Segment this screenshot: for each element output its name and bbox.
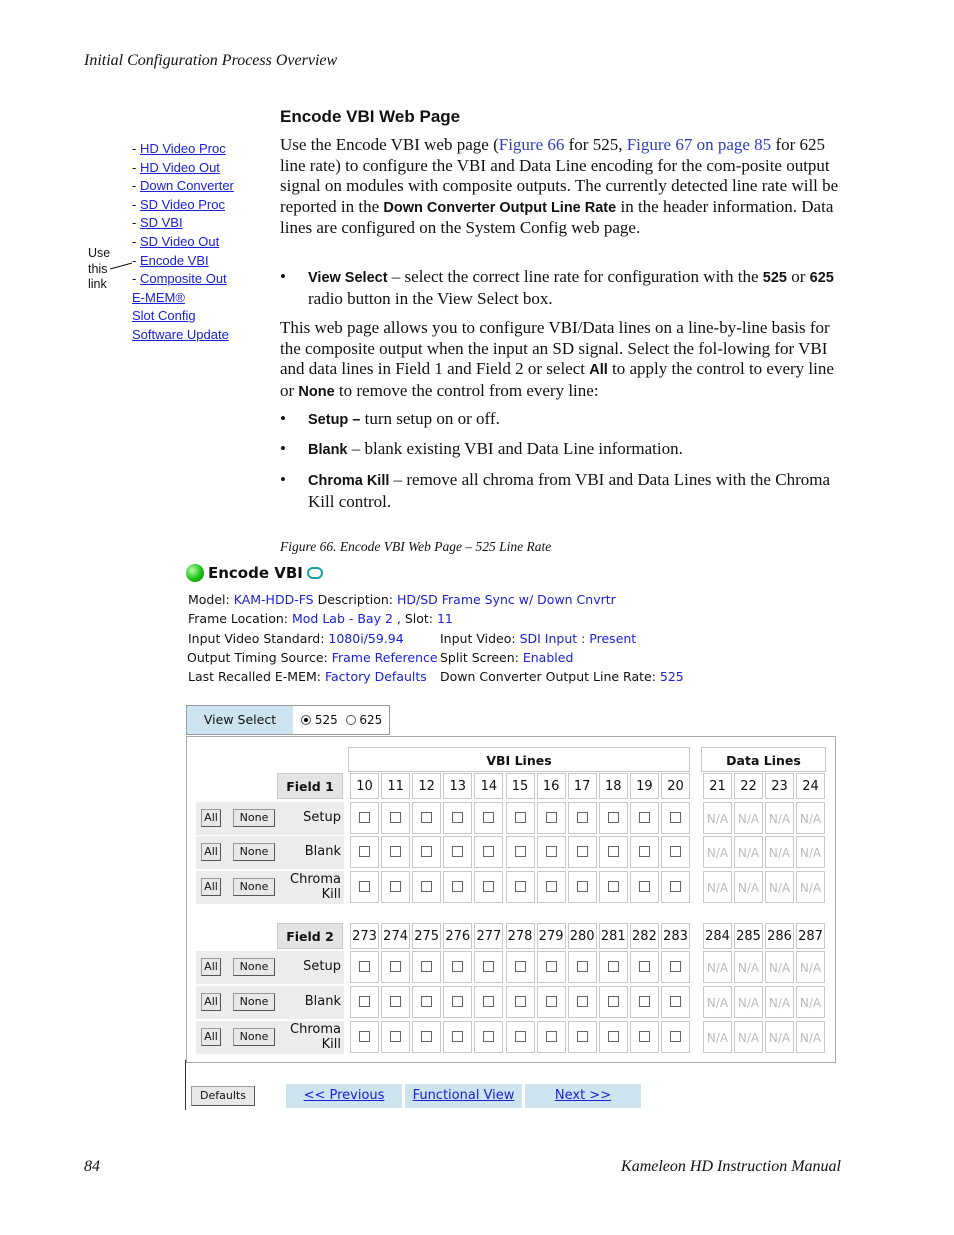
line-checkbox[interactable]	[515, 881, 526, 892]
nav-item	[132, 196, 234, 215]
line-checkbox-cell	[599, 986, 628, 1018]
nav-item	[132, 307, 234, 326]
line-checkbox[interactable]	[639, 996, 650, 1007]
line-checkbox[interactable]	[421, 881, 432, 892]
line-checkbox-cell	[443, 802, 472, 834]
none-button[interactable]: None	[233, 993, 275, 1011]
line-checkbox-cell	[381, 951, 410, 983]
line-checkbox[interactable]	[608, 846, 619, 857]
pointer-line	[110, 260, 134, 272]
line-checkbox[interactable]	[546, 1031, 557, 1042]
none-button[interactable]: None	[233, 1028, 275, 1046]
nav-link[interactable]: Down Converter	[139, 178, 234, 194]
panel-line-ivs: Input Video Standard: 1080i/59.94	[188, 631, 404, 646]
line-checkbox[interactable]	[359, 881, 370, 892]
line-checkbox-cell	[568, 951, 597, 983]
row-label-chroma-kill: Chroma Kill	[290, 1022, 341, 1052]
line-checkbox[interactable]	[421, 846, 432, 857]
all-button[interactable]: All	[201, 843, 221, 861]
nav-item-prefix: -	[132, 196, 140, 212]
line-number: 15	[506, 773, 535, 799]
line-checkbox-cell	[474, 986, 503, 1018]
manual-title: Kameleon HD Instruction Manual	[621, 1158, 841, 1175]
panel-line-emem: Last Recalled E-MEM: Factory Defaults	[188, 669, 427, 684]
na-cell: N/A	[703, 1021, 732, 1053]
line-checkbox[interactable]	[608, 1031, 619, 1042]
line-number: 280	[568, 923, 597, 949]
na-cell: N/A	[703, 951, 732, 983]
figure-66-link[interactable]: Figure 66	[498, 135, 565, 154]
line-number: 10	[350, 773, 379, 799]
vbi-grid-panel	[186, 736, 836, 1063]
nav-link[interactable]: SD Video Proc	[139, 196, 225, 212]
line-checkbox-cell	[474, 836, 503, 868]
line-number: 14	[474, 773, 503, 799]
line-number: 276	[443, 923, 472, 949]
line-checkbox-cell	[599, 1021, 628, 1053]
line-checkbox[interactable]	[483, 961, 494, 972]
line-checkbox-cell	[350, 871, 379, 903]
line-checkbox-cell	[350, 951, 379, 983]
line-checkbox-cell	[412, 836, 441, 868]
bullet-chroma-kill: • Chroma Kill – remove all chroma from VBI and Data Lines with the Chroma Kill control.	[280, 470, 830, 511]
panel-line-location: Frame Location: Mod Lab - Bay 2 , Slot: 11	[188, 611, 453, 626]
web-page-nav	[132, 140, 234, 345]
line-checkbox-cell	[381, 836, 410, 868]
line-checkbox-cell	[661, 986, 690, 1018]
line-checkbox-cell	[506, 1021, 535, 1053]
bullet-view-select: • View Select – select the correct line rate for configuration with the 525 or 625 radio button in the View Select box.	[280, 267, 834, 308]
na-cell: N/A	[734, 802, 763, 834]
nav-item	[132, 140, 234, 159]
line-checkbox-cell	[412, 802, 441, 834]
line-checkbox-cell	[381, 986, 410, 1018]
line-checkbox[interactable]	[390, 812, 401, 823]
line-number: 17	[568, 773, 597, 799]
line-checkbox-cell	[630, 1021, 659, 1053]
running-header: Initial Configuration Process Overview	[84, 52, 338, 69]
line-checkbox[interactable]	[546, 846, 557, 857]
line-checkbox[interactable]	[515, 996, 526, 1007]
line-checkbox[interactable]	[483, 881, 494, 892]
nav-item	[132, 326, 234, 345]
line-checkbox-cell	[381, 802, 410, 834]
nav-item	[132, 177, 234, 196]
line-checkbox[interactable]	[670, 961, 681, 972]
line-checkbox[interactable]	[639, 846, 650, 857]
none-button[interactable]: None	[233, 843, 275, 861]
line-checkbox-cell	[506, 871, 535, 903]
na-cell: N/A	[703, 802, 732, 834]
view-select-box	[186, 705, 390, 735]
line-checkbox-cell	[506, 986, 535, 1018]
intro-paragraph: Use the Encode VBI web page (Figure 66 for 525, Figure 67 on page 85 for 625 line rate) to configure the VBI and Data Line encoding for the com-posite output signal on modules with composite outputs. The currently detected line rate will be reported in the Down Converter Output Line Rate in the header information. Data lines are configured on the System Config web page.	[280, 135, 839, 237]
line-checkbox-cell	[568, 836, 597, 868]
line-checkbox-cell	[412, 871, 441, 903]
panel-border	[185, 1060, 186, 1110]
line-checkbox[interactable]	[452, 996, 463, 1007]
line-checkbox[interactable]	[421, 812, 432, 823]
line-checkbox[interactable]	[359, 812, 370, 823]
line-checkbox[interactable]	[390, 1031, 401, 1042]
nav-link[interactable]: SD VBI	[139, 215, 183, 231]
panel-line-ots: Output Timing Source: Frame Reference	[187, 650, 438, 665]
line-checkbox-cell	[381, 1021, 410, 1053]
nav-item-prefix: -	[132, 215, 140, 231]
nav-item	[132, 252, 234, 271]
line-number: 279	[537, 923, 566, 949]
nav-link[interactable]: Encode VBI	[139, 252, 209, 268]
line-number: 13	[443, 773, 472, 799]
previous-button[interactable]: << Previous	[286, 1084, 402, 1108]
line-checkbox-cell	[661, 871, 690, 903]
line-checkbox[interactable]	[483, 812, 494, 823]
line-checkbox-cell	[443, 836, 472, 868]
line-number: 282	[630, 923, 659, 949]
nav-item	[132, 233, 234, 252]
line-number: 16	[537, 773, 566, 799]
defaults-button[interactable]: Defaults	[191, 1086, 255, 1106]
data-line-number: 286	[765, 923, 794, 949]
line-checkbox[interactable]	[577, 812, 588, 823]
line-checkbox[interactable]	[577, 881, 588, 892]
line-checkbox[interactable]	[359, 961, 370, 972]
line-checkbox[interactable]	[670, 996, 681, 1007]
line-checkbox-cell	[350, 836, 379, 868]
line-checkbox[interactable]	[608, 881, 619, 892]
line-checkbox-cell	[599, 802, 628, 834]
nav-item	[132, 214, 234, 233]
body-paragraph: This web page allows you to configure VBI/Data lines on a line-by-line basis for the composite output when the input an SD signal. Select the fol-lowing for VBI and data lines in Field 1 and Field 2 or select All to apply the control to every line or None to remove the control from every line:	[280, 318, 834, 400]
na-cell: N/A	[734, 871, 763, 903]
vbi-lines-header: VBI Lines	[348, 747, 690, 772]
line-checkbox[interactable]	[390, 846, 401, 857]
line-checkbox-cell	[568, 1021, 597, 1053]
data-lines-header: Data Lines	[701, 747, 826, 772]
line-number: 20	[661, 773, 690, 799]
line-checkbox-cell	[381, 871, 410, 903]
na-cell: N/A	[703, 871, 732, 903]
line-number: 281	[599, 923, 628, 949]
line-checkbox-cell	[474, 951, 503, 983]
nav-item	[132, 289, 234, 308]
line-checkbox-cell	[443, 951, 472, 983]
nav-item	[132, 159, 234, 178]
all-button[interactable]: All	[201, 878, 221, 896]
panel-title-row	[186, 564, 323, 582]
line-number: 12	[412, 773, 441, 799]
line-checkbox-cell	[630, 802, 659, 834]
radio-625[interactable]	[346, 715, 356, 725]
line-checkbox[interactable]	[670, 812, 681, 823]
row-label: Blank	[304, 844, 341, 859]
nav-item	[132, 270, 234, 289]
line-checkbox-cell	[350, 986, 379, 1018]
line-checkbox-cell	[412, 986, 441, 1018]
nav-link[interactable]: E-MEM®	[132, 289, 185, 305]
line-checkbox-cell	[568, 871, 597, 903]
line-checkbox-cell	[630, 986, 659, 1018]
line-checkbox-cell	[630, 871, 659, 903]
line-checkbox-cell	[443, 1021, 472, 1053]
line-checkbox[interactable]	[359, 1031, 370, 1042]
na-cell: N/A	[796, 986, 825, 1018]
line-checkbox-cell	[630, 951, 659, 983]
na-cell: N/A	[765, 871, 794, 903]
all-button[interactable]: All	[201, 958, 221, 976]
line-checkbox-cell	[443, 986, 472, 1018]
line-checkbox[interactable]	[452, 881, 463, 892]
nav-link[interactable]: Slot Config	[132, 308, 196, 324]
na-cell: N/A	[765, 1021, 794, 1053]
line-checkbox[interactable]	[639, 812, 650, 823]
na-cell: N/A	[703, 836, 732, 868]
line-checkbox-cell	[568, 802, 597, 834]
line-checkbox[interactable]	[546, 961, 557, 972]
line-checkbox[interactable]	[390, 996, 401, 1007]
all-button[interactable]: All	[201, 993, 221, 1011]
line-checkbox-cell	[474, 802, 503, 834]
na-cell: N/A	[734, 836, 763, 868]
panel-line-dcr: Down Converter Output Line Rate: 525	[440, 669, 684, 684]
none-button[interactable]: None	[233, 958, 275, 976]
line-checkbox-cell	[599, 951, 628, 983]
line-number: 283	[661, 923, 690, 949]
line-checkbox-cell	[506, 951, 535, 983]
line-checkbox[interactable]	[515, 961, 526, 972]
line-checkbox-cell	[506, 802, 535, 834]
row-label: Setup	[303, 959, 341, 974]
line-checkbox-cell	[350, 1021, 379, 1053]
line-number: 275	[412, 923, 441, 949]
line-checkbox[interactable]	[421, 961, 432, 972]
line-number: 277	[474, 923, 503, 949]
line-checkbox[interactable]	[546, 812, 557, 823]
line-checkbox-cell	[350, 802, 379, 834]
line-checkbox[interactable]	[577, 961, 588, 972]
line-checkbox-cell	[537, 802, 566, 834]
line-checkbox-cell	[537, 836, 566, 868]
nav-item-prefix: -	[132, 159, 140, 175]
na-cell: N/A	[796, 836, 825, 868]
line-number: 19	[630, 773, 659, 799]
panel-line-ss: Split Screen: Enabled	[440, 650, 574, 665]
data-line-number: 284	[703, 923, 732, 949]
panel-line-model: Model: KAM-HDD-FS Description: HD/SD Frame Sync w/ Down Cnvrtr	[188, 592, 616, 607]
line-checkbox[interactable]	[670, 1031, 681, 1042]
line-checkbox[interactable]	[483, 1031, 494, 1042]
line-checkbox-cell	[443, 871, 472, 903]
section-title: Encode VBI Web Page	[280, 107, 461, 126]
line-checkbox[interactable]	[390, 881, 401, 892]
panel-line-iv: Input Video: SDI Input : Present	[440, 631, 637, 646]
line-checkbox[interactable]	[608, 961, 619, 972]
na-cell: N/A	[796, 951, 825, 983]
line-checkbox[interactable]	[639, 881, 650, 892]
line-checkbox-cell	[506, 836, 535, 868]
na-cell: N/A	[796, 1021, 825, 1053]
data-line-number: 24	[796, 773, 825, 799]
nav-link[interactable]: Composite Out	[139, 271, 227, 287]
line-checkbox-cell	[661, 951, 690, 983]
nav-item-prefix: -	[132, 252, 140, 268]
next-button[interactable]: Next >>	[525, 1084, 641, 1108]
line-checkbox[interactable]	[390, 961, 401, 972]
line-checkbox[interactable]	[670, 881, 681, 892]
nav-link[interactable]: SD Video Out	[139, 233, 220, 249]
data-line-number: 285	[734, 923, 763, 949]
line-checkbox[interactable]	[452, 812, 463, 823]
line-checkbox[interactable]	[359, 846, 370, 857]
line-checkbox[interactable]	[452, 846, 463, 857]
line-checkbox[interactable]	[577, 996, 588, 1007]
line-checkbox[interactable]	[515, 812, 526, 823]
line-checkbox-cell	[568, 986, 597, 1018]
line-number: 18	[599, 773, 628, 799]
page-number: 84	[84, 1158, 100, 1175]
nav-link[interactable]: HD Video Out	[139, 159, 220, 175]
line-checkbox[interactable]	[483, 996, 494, 1007]
nav-item-prefix: -	[132, 233, 140, 249]
line-checkbox-cell	[661, 802, 690, 834]
nav-link[interactable]: HD Video Proc	[139, 141, 226, 156]
bullet-blank: • Blank – blank existing VBI and Data Line information.	[280, 439, 683, 458]
use-this-link-note: Use this link	[88, 246, 111, 291]
line-checkbox-cell	[412, 1021, 441, 1053]
none-button[interactable]: None	[233, 809, 275, 827]
line-checkbox-cell	[537, 871, 566, 903]
line-number: 273	[350, 923, 379, 949]
functional-view-button[interactable]: Functional View	[405, 1084, 522, 1108]
line-checkbox[interactable]	[670, 846, 681, 857]
nav-item-prefix: -	[132, 178, 140, 194]
field-label: Field 1	[277, 773, 343, 799]
line-checkbox[interactable]	[359, 996, 370, 1007]
na-cell: N/A	[703, 986, 732, 1018]
status-led-icon	[186, 564, 204, 582]
figure-67-link[interactable]: Figure 67 on page 85	[626, 135, 772, 154]
view-select-label: View Select	[187, 706, 293, 734]
data-line-number: 23	[765, 773, 794, 799]
line-checkbox-cell	[537, 986, 566, 1018]
line-checkbox[interactable]	[639, 1031, 650, 1042]
na-cell: N/A	[734, 951, 763, 983]
na-cell: N/A	[765, 951, 794, 983]
data-line-number: 21	[703, 773, 732, 799]
line-checkbox[interactable]	[546, 996, 557, 1007]
bullet-setup: • Setup – turn setup on or off.	[280, 409, 500, 428]
line-checkbox-cell	[474, 871, 503, 903]
na-cell: N/A	[765, 802, 794, 834]
line-number: 278	[506, 923, 535, 949]
line-checkbox[interactable]	[577, 846, 588, 857]
line-checkbox-cell	[630, 836, 659, 868]
row-label: Blank	[304, 994, 341, 1009]
line-checkbox[interactable]	[577, 1031, 588, 1042]
line-checkbox[interactable]	[483, 846, 494, 857]
nav-item-prefix: -	[132, 271, 140, 287]
nav-link[interactable]: Software Update	[132, 326, 229, 342]
line-checkbox-cell	[412, 951, 441, 983]
line-checkbox[interactable]	[421, 996, 432, 1007]
line-checkbox[interactable]	[421, 1031, 432, 1042]
row-label: Setup	[303, 810, 341, 825]
line-checkbox[interactable]	[639, 961, 650, 972]
panel-title: Encode VBI	[207, 564, 303, 582]
view-select-radios: 525 625	[301, 713, 382, 727]
line-checkbox[interactable]	[452, 1031, 463, 1042]
data-line-number: 22	[734, 773, 763, 799]
none-button[interactable]: None	[233, 878, 275, 896]
line-checkbox-cell	[661, 1021, 690, 1053]
line-checkbox[interactable]	[608, 812, 619, 823]
figure-caption: Figure 66. Encode VBI Web Page – 525 Line Rate	[280, 539, 552, 554]
refresh-icon[interactable]	[307, 567, 323, 579]
line-checkbox-cell	[599, 836, 628, 868]
na-cell: N/A	[765, 986, 794, 1018]
nav-item-prefix: -	[132, 141, 140, 156]
line-checkbox-cell	[537, 951, 566, 983]
data-line-number: 287	[796, 923, 825, 949]
line-number: 274	[381, 923, 410, 949]
na-cell: N/A	[734, 986, 763, 1018]
all-button[interactable]: All	[201, 809, 221, 827]
na-cell: N/A	[734, 1021, 763, 1053]
line-checkbox[interactable]	[515, 846, 526, 857]
na-cell: N/A	[796, 802, 825, 834]
line-checkbox[interactable]	[452, 961, 463, 972]
field-label: Field 2	[277, 923, 343, 949]
row-label-chroma-kill: Chroma Kill	[290, 872, 341, 902]
line-checkbox[interactable]	[546, 881, 557, 892]
na-cell: N/A	[796, 871, 825, 903]
radio-525[interactable]	[301, 715, 311, 725]
all-button[interactable]: All	[201, 1028, 221, 1046]
line-checkbox-cell	[599, 871, 628, 903]
line-checkbox[interactable]	[608, 996, 619, 1007]
na-cell: N/A	[765, 836, 794, 868]
line-checkbox-cell	[537, 1021, 566, 1053]
line-checkbox[interactable]	[515, 1031, 526, 1042]
line-checkbox-cell	[661, 836, 690, 868]
line-number: 11	[381, 773, 410, 799]
line-checkbox-cell	[474, 1021, 503, 1053]
